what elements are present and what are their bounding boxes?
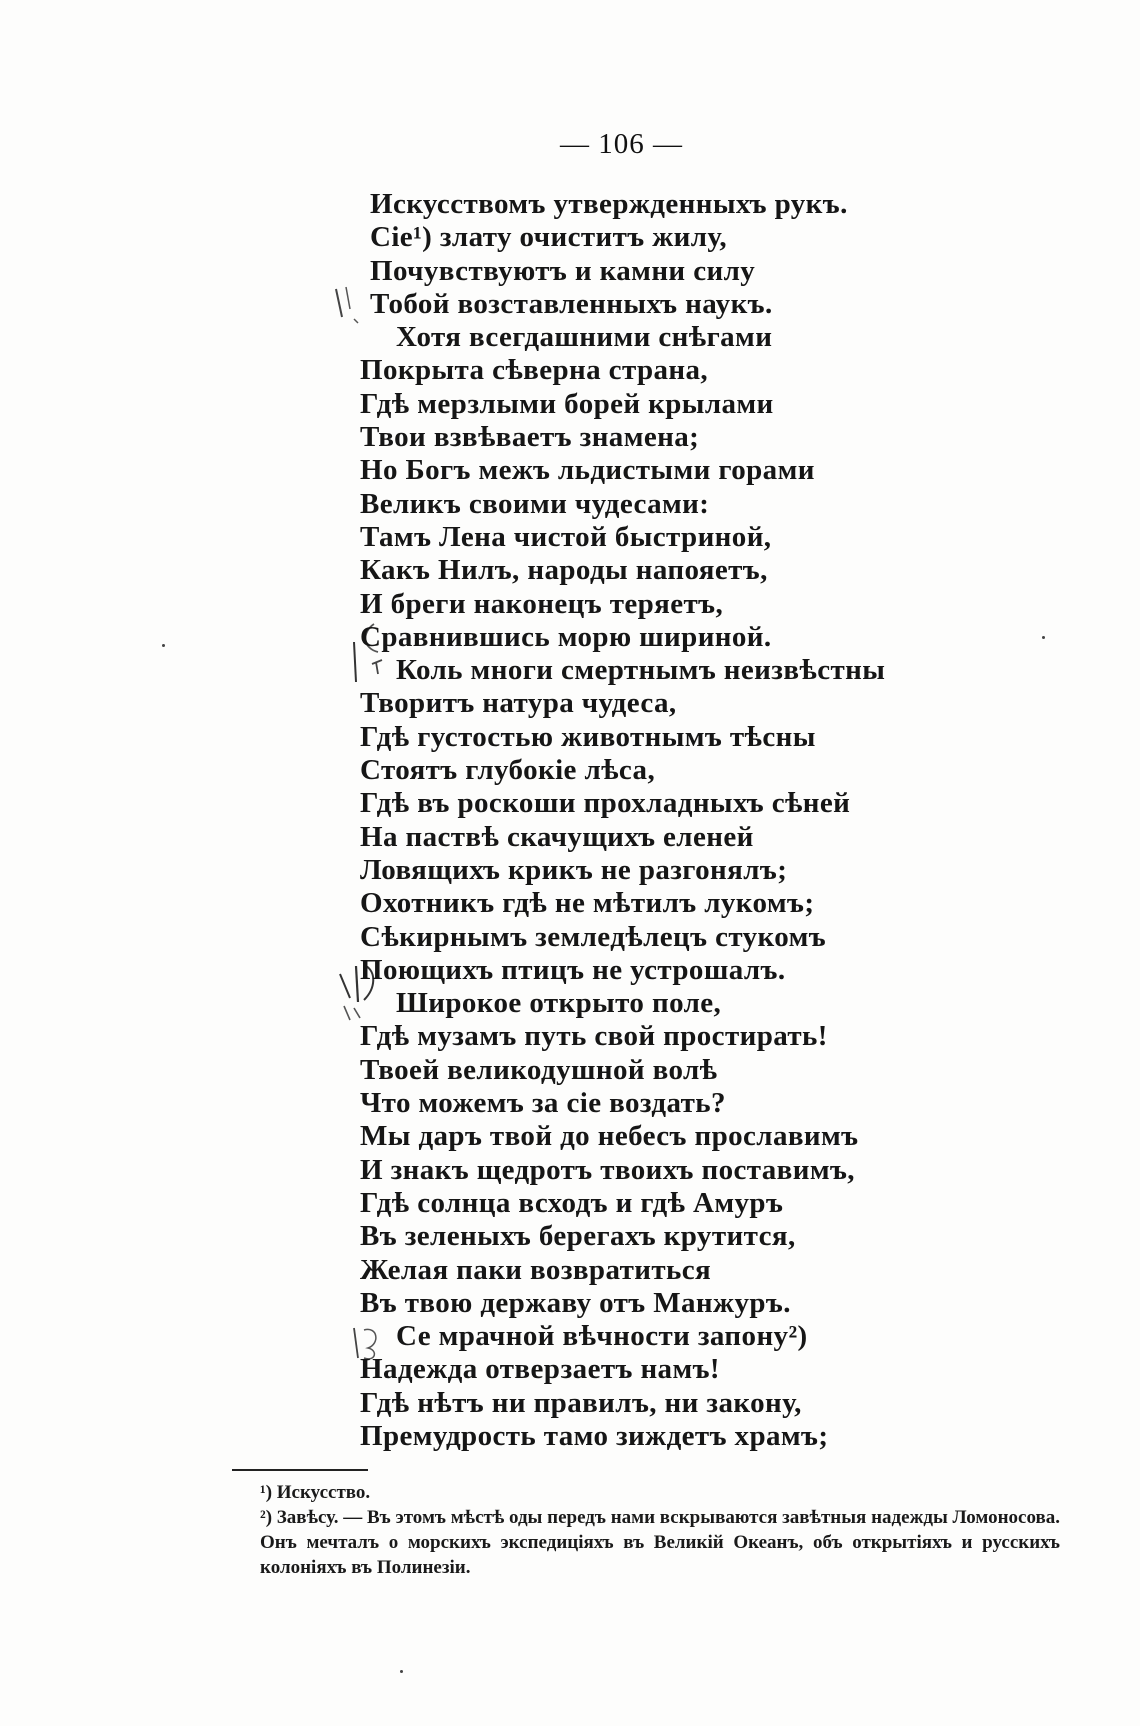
poem-line: Гдѣ солнца всходъ и гдѣ Амуръ xyxy=(360,1186,784,1219)
poem-line: Въ зеленыхъ берегахъ крутится, xyxy=(360,1220,796,1253)
poem-line: Тамъ Лена чистой быстриной, xyxy=(360,520,772,553)
poem-line: И знакъ щедротъ твоихъ поставимъ, xyxy=(360,1153,855,1186)
poem-line: Премудрость тамо зиждетъ храмъ; xyxy=(360,1419,829,1452)
footnote-divider xyxy=(232,1469,368,1471)
footnote-2: ²) Завѣсу. — Въ этомъ мѣстѣ оды передъ нами вскрываются завѣтныя надежды Ломоносова. Онъ мечталъ о морскихъ экспедиціяхъ въ Великій Океанъ, объ открытіяхъ и русскихъ колоніяхъ въ Полинезіи. xyxy=(260,1507,1060,1578)
poem-line: Творитъ натура чудеса, xyxy=(360,687,677,720)
poem-line: Се мрачной вѣчности запону²) xyxy=(396,1320,808,1353)
poem-line: Ловящихъ крикъ не разгонялъ; xyxy=(360,853,788,886)
poem-line: Коль многи смертнымъ неизвѣстны xyxy=(396,654,886,687)
poem-line: Гдѣ въ роскоши прохладныхъ сѣней xyxy=(360,787,851,820)
poem-line: Желая паки возвратиться xyxy=(360,1253,712,1286)
poem-line: Надежда отверзаетъ намъ! xyxy=(360,1353,720,1386)
poem-text xyxy=(360,188,920,1453)
poem-line: Твои взвѣваетъ знамена; xyxy=(360,421,700,454)
poem-line: Гдѣ мерзлыми борей крылами xyxy=(360,387,774,420)
poem-line: Покрыта сѣверна страна, xyxy=(360,354,709,387)
poem-line: Въ твою державу отъ Манжуръ. xyxy=(360,1286,791,1319)
poem-line: Что можемъ за сіе воздать? xyxy=(360,1087,726,1120)
footnotes xyxy=(260,1480,1060,1580)
page-speck xyxy=(400,1670,403,1673)
poem-line: Сѣкирнымъ земледѣлецъ стукомъ xyxy=(360,920,827,953)
poem-line: Твоей великодушной волѣ xyxy=(360,1053,718,1086)
page-speck xyxy=(162,644,165,647)
poem-line: Гдѣ густостью животнымъ тѣсны xyxy=(360,720,816,753)
poem-line: Искусствомъ утвержденныхъ рукъ. xyxy=(370,188,848,220)
poem-line: Гдѣ нѣтъ ни правилъ, ни закону, xyxy=(360,1386,802,1419)
page-speck xyxy=(1042,636,1045,639)
poem-line: Широкое открыто поле, xyxy=(396,987,722,1020)
poem-line: Гдѣ музамъ путь свой простирать! xyxy=(360,1020,828,1053)
poem-line: На паствѣ скачущихъ еленей xyxy=(360,820,754,853)
poem-line: Стоятъ глубокіе лѣса, xyxy=(360,754,656,787)
poem-line: И бреги наконецъ теряетъ, xyxy=(360,587,724,620)
footnote-1: ¹) Искусство. xyxy=(260,1482,371,1503)
poem-line: Охотникъ гдѣ не мѣтилъ лукомъ; xyxy=(360,887,815,920)
poem-line: Сравнившись морю шириной. xyxy=(360,620,772,653)
poem-line: Почувствуютъ и камни силу xyxy=(370,254,756,287)
poem-line: Великъ своими чудесами: xyxy=(360,487,710,520)
poem-line: Сіе¹) злату очиститъ жилу, xyxy=(370,221,728,254)
poem-line: Мы даръ твой до небесъ прославимъ xyxy=(360,1120,859,1153)
poem-line: Но Богъ межъ льдистыми горами xyxy=(360,454,815,487)
page-number: — 106 — xyxy=(560,128,683,160)
poem-line: Хотя всегдашними снѣгами xyxy=(396,321,773,354)
poem-line: Тобой возставленныхъ наукъ. xyxy=(370,287,773,320)
poem-line: Какъ Нилъ, народы напояетъ, xyxy=(360,554,768,587)
poem-line: Поющихъ птицъ не устрошалъ. xyxy=(360,953,786,986)
